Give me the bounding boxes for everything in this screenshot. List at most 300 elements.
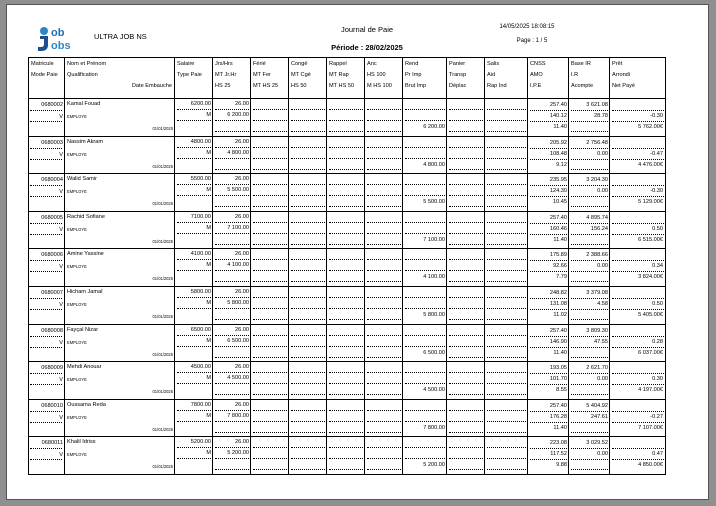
- dotted-separator: [571, 121, 608, 122]
- dotted-separator: [487, 270, 526, 271]
- dotted-separator: [329, 432, 363, 433]
- employee-name: Mehdi Anouar: [67, 364, 102, 371]
- dotted-separator: [571, 159, 608, 160]
- dotted-separator: [253, 447, 287, 448]
- dotted-separator: [253, 394, 287, 395]
- jours-heures: 26.00: [235, 401, 249, 408]
- dotted-separator: [177, 195, 211, 196]
- dotted-separator: [449, 308, 483, 309]
- dotted-separator: [367, 206, 401, 207]
- type-paie: M: [206, 262, 211, 269]
- hire-date: 01/01/2025: [152, 238, 173, 244]
- dotted-separator: [487, 169, 526, 170]
- column-header-label: I.P.E: [530, 82, 542, 89]
- dotted-separator: [329, 169, 363, 170]
- dotted-separator: [405, 233, 445, 234]
- dotted-separator: [177, 158, 211, 159]
- dotted-separator: [291, 432, 325, 433]
- montant-jours: 6 200.00: [227, 112, 249, 118]
- dotted-separator: [177, 222, 211, 223]
- montant-jours: 7 100.00: [227, 224, 249, 231]
- dotted-separator: [215, 120, 249, 121]
- company-name: ULTRA JOB NS: [94, 32, 147, 41]
- dotted-separator: [30, 185, 62, 186]
- column-header-0: [28, 57, 65, 99]
- dotted-separator: [571, 131, 608, 132]
- column-header-label: Prêt: [612, 61, 623, 67]
- dotted-separator: [367, 109, 401, 110]
- dotted-separator: [367, 259, 401, 260]
- table-row: [28, 137, 666, 175]
- dotted-separator: [487, 222, 526, 223]
- column-header-label: Salis: [487, 61, 500, 67]
- dotted-separator: [215, 383, 249, 384]
- dotted-separator: [30, 373, 62, 374]
- dotted-separator: [367, 297, 401, 298]
- dotted-separator: [291, 469, 325, 470]
- dotted-separator: [329, 158, 363, 159]
- column-header-label: Qualification: [67, 71, 98, 78]
- column-header-label: Anc: [367, 61, 377, 67]
- mode-paie: V: [59, 452, 63, 459]
- dotted-separator: [30, 223, 62, 224]
- dotted-separator: [530, 298, 567, 299]
- matricule: 0680005: [41, 214, 63, 221]
- dotted-separator: [487, 244, 526, 245]
- dotted-separator: [215, 195, 249, 196]
- net-paye: 4 850.00€: [638, 462, 663, 469]
- brut-imposable: 4 800.00: [423, 161, 445, 168]
- table-cell: [403, 212, 447, 249]
- column-header-label: Mode Paie: [31, 71, 58, 78]
- dotted-separator: [215, 335, 249, 336]
- ipe: 11.40: [553, 124, 567, 130]
- table-cell: [403, 437, 447, 474]
- dotted-separator: [177, 109, 211, 110]
- dotted-separator: [253, 222, 287, 223]
- column-header-label: M HS 100: [367, 82, 392, 89]
- qualification: EMPLOYE: [67, 302, 87, 307]
- dotted-separator: [367, 319, 401, 320]
- dotted-separator: [253, 297, 287, 298]
- base-ir: 2 388.66: [586, 252, 608, 259]
- salaire: 4100.00: [190, 251, 211, 258]
- hire-date: 01/01/2025: [152, 314, 173, 319]
- dotted-separator: [329, 233, 363, 234]
- dotted-separator: [449, 259, 483, 260]
- dotted-separator: [571, 234, 608, 235]
- dotted-separator: [329, 383, 363, 384]
- column-header-label: Type Paie: [177, 71, 202, 78]
- salaire: 5500.00: [190, 176, 211, 183]
- dotted-separator: [487, 297, 526, 298]
- jours-heures: 26.00: [235, 138, 249, 145]
- dotted-separator: [215, 357, 249, 358]
- dotted-separator: [215, 319, 249, 320]
- dotted-separator: [291, 308, 325, 309]
- dotted-separator: [530, 260, 567, 261]
- dotted-separator: [291, 131, 325, 132]
- net-paye: 5 129.00€: [638, 199, 663, 206]
- qualification: EMPLOYE: [67, 339, 87, 345]
- qualification: EMPLOYE: [67, 377, 87, 383]
- mode-paie: V: [59, 189, 63, 196]
- column-header-label: AMO: [530, 71, 543, 78]
- dotted-separator: [215, 184, 249, 185]
- dotted-separator: [571, 448, 608, 449]
- qualification: EMPLOYE: [67, 151, 87, 157]
- dotted-separator: [291, 147, 325, 148]
- dotted-separator: [30, 148, 62, 149]
- dotted-separator: [177, 447, 211, 448]
- dotted-separator: [571, 384, 608, 385]
- table-row: [28, 287, 666, 325]
- dotted-separator: [571, 394, 608, 395]
- dotted-separator: [405, 410, 445, 411]
- table-cell: [403, 174, 447, 211]
- dotted-separator: [177, 297, 211, 298]
- svg-text:ob: ob: [51, 27, 65, 39]
- jours-heures: 26.00: [235, 101, 249, 107]
- qualification: EMPLOYE: [67, 452, 87, 458]
- dotted-separator: [329, 308, 363, 309]
- dotted-separator: [487, 147, 526, 148]
- mode-paie: V: [59, 264, 63, 271]
- dotted-separator: [30, 121, 62, 122]
- dotted-separator: [291, 421, 325, 422]
- dotted-separator: [253, 410, 287, 411]
- employee-name: Amine Yassine: [67, 251, 104, 258]
- dotted-separator: [253, 147, 287, 148]
- dotted-separator: [487, 281, 526, 282]
- qualification: EMPLOYE: [67, 226, 87, 232]
- dotted-separator: [329, 270, 363, 271]
- dotted-separator: [30, 411, 62, 412]
- dotted-separator: [253, 158, 287, 159]
- base-ir: 2 621.70: [586, 365, 608, 372]
- dotted-separator: [367, 147, 401, 148]
- table-cell: [403, 287, 447, 324]
- dotted-separator: [215, 421, 249, 422]
- dotted-separator: [215, 270, 249, 271]
- column-header-label: MT Cgé: [291, 71, 311, 78]
- type-paie: M: [206, 375, 211, 382]
- amo: 101.70: [549, 376, 567, 383]
- table-row: [28, 99, 666, 137]
- dotted-separator: [291, 206, 325, 207]
- column-header-2: [175, 57, 213, 99]
- dotted-separator: [449, 131, 483, 132]
- cnss: 235.95: [549, 177, 567, 184]
- dotted-separator: [177, 270, 211, 271]
- dotted-separator: [405, 270, 445, 271]
- dotted-separator: [530, 336, 567, 337]
- dotted-separator: [253, 270, 287, 271]
- dotted-separator: [291, 233, 325, 234]
- base-ir: 3 379.08: [586, 290, 608, 296]
- matricule: 0680008: [41, 327, 63, 334]
- brut-imposable: 4 500.00: [423, 387, 445, 394]
- cnss: 257.40: [549, 402, 567, 409]
- column-header-1: [65, 57, 175, 99]
- dotted-separator: [571, 459, 608, 460]
- employee-name: Kamal Fouad: [67, 101, 101, 107]
- column-header-label: MT Rap: [329, 71, 349, 78]
- impot-revenu: 0.00: [597, 188, 608, 195]
- dotted-separator: [215, 222, 249, 223]
- column-header-label: HS 100: [367, 71, 386, 78]
- dotted-separator: [449, 357, 483, 358]
- amo: 146.90: [549, 338, 567, 345]
- dotted-separator: [487, 447, 526, 448]
- dotted-separator: [571, 298, 608, 299]
- mode-paie: V: [59, 151, 63, 158]
- dotted-separator: [291, 458, 325, 459]
- column-header-label: MT Jr.Hr: [215, 71, 237, 78]
- dotted-separator: [253, 184, 287, 185]
- dotted-separator: [405, 308, 445, 309]
- dotted-separator: [215, 432, 249, 433]
- dotted-separator: [612, 347, 664, 348]
- report-page: [6, 4, 709, 500]
- dotted-separator: [253, 195, 287, 196]
- montant-jours: 4 100.00: [227, 262, 249, 269]
- dotted-separator: [215, 346, 249, 347]
- dotted-separator: [612, 411, 664, 412]
- base-ir: 3 809.30: [586, 327, 608, 334]
- dotted-separator: [30, 260, 62, 261]
- dotted-separator: [329, 469, 363, 470]
- dotted-separator: [530, 411, 567, 412]
- impot-revenu: 0.00: [597, 150, 608, 157]
- dotted-separator: [612, 185, 664, 186]
- column-header-label: Rap Ind: [487, 82, 507, 89]
- dotted-separator: [612, 121, 664, 122]
- hire-date: 01/01/2025: [152, 276, 173, 282]
- dotted-separator: [253, 233, 287, 234]
- salaire: 6500.00: [190, 326, 211, 333]
- type-paie: M: [206, 300, 211, 306]
- salaire: 7100.00: [190, 213, 211, 220]
- column-header-7: [365, 57, 403, 99]
- type-paie: M: [206, 337, 211, 344]
- dotted-separator: [487, 372, 526, 373]
- dotted-separator: [449, 109, 483, 110]
- dotted-separator: [177, 421, 211, 422]
- dotted-separator: [449, 383, 483, 384]
- dotted-separator: [329, 206, 363, 207]
- dotted-separator: [571, 432, 608, 433]
- impot-revenu: 4.58: [597, 301, 608, 307]
- dotted-separator: [405, 458, 445, 459]
- dotted-separator: [449, 233, 483, 234]
- dotted-separator: [449, 346, 483, 347]
- dotted-separator: [449, 432, 483, 433]
- hire-date: 01/01/2025: [152, 389, 173, 395]
- dotted-separator: [215, 410, 249, 411]
- dotted-separator: [487, 319, 526, 320]
- dotted-separator: [530, 309, 567, 310]
- dotted-separator: [329, 297, 363, 298]
- column-header-label: CNSS: [530, 61, 546, 67]
- dotted-separator: [291, 259, 325, 260]
- dotted-separator: [487, 184, 526, 185]
- dotted-separator: [329, 447, 363, 448]
- dotted-separator: [449, 147, 483, 148]
- net-paye: 6 515.00€: [638, 236, 663, 243]
- dotted-separator: [253, 469, 287, 470]
- amo: 108.48: [549, 150, 567, 157]
- salaire: 4500.00: [190, 364, 211, 371]
- matricule: 0680004: [41, 177, 63, 184]
- arrondi: 0.50: [652, 225, 663, 232]
- dotted-separator: [449, 458, 483, 459]
- mode-paie: V: [59, 339, 63, 346]
- arrondi: 0.28: [652, 338, 663, 345]
- type-paie: M: [206, 112, 211, 118]
- net-paye: 4 476.00€: [638, 161, 663, 168]
- dotted-separator: [177, 120, 211, 121]
- dotted-separator: [30, 309, 62, 310]
- dotted-separator: [253, 308, 287, 309]
- dotted-separator: [367, 410, 401, 411]
- amo: 117.52: [550, 451, 567, 458]
- dotted-separator: [30, 336, 62, 337]
- dotted-separator: [367, 270, 401, 271]
- dotted-separator: [291, 319, 325, 320]
- dotted-separator: [329, 259, 363, 260]
- employee-name: Fayçal Nizar: [67, 326, 99, 333]
- hire-date: 01/01/2025: [152, 464, 173, 470]
- dotted-separator: [253, 319, 287, 320]
- matricule: 0680006: [41, 252, 63, 259]
- dotted-separator: [571, 244, 608, 245]
- dotted-separator: [367, 233, 401, 234]
- qualification: EMPLOYE: [67, 414, 87, 420]
- cnss: 205.92: [549, 139, 567, 146]
- column-header-label: Date Embauche: [131, 82, 172, 89]
- dotted-separator: [253, 421, 287, 422]
- type-paie: M: [206, 412, 211, 419]
- dotted-separator: [253, 372, 287, 373]
- dotted-separator: [329, 458, 363, 459]
- dotted-separator: [253, 335, 287, 336]
- dotted-separator: [487, 120, 526, 121]
- dotted-separator: [291, 447, 325, 448]
- dotted-separator: [612, 298, 664, 299]
- dotted-separator: [449, 297, 483, 298]
- table-cell: [403, 99, 447, 136]
- column-header-10: [485, 57, 528, 99]
- matricule: 0680007: [41, 290, 63, 296]
- dotted-separator: [405, 259, 445, 260]
- column-header-13: [610, 57, 666, 99]
- dotted-separator: [487, 410, 526, 411]
- column-header-6: [327, 57, 365, 99]
- dotted-separator: [291, 410, 325, 411]
- mode-paie: V: [59, 414, 63, 421]
- dotted-separator: [612, 271, 664, 272]
- dotted-separator: [253, 206, 287, 207]
- matricule: 0680010: [41, 402, 63, 409]
- dotted-separator: [405, 120, 445, 121]
- impot-revenu: 28.78: [594, 113, 608, 119]
- dotted-separator: [291, 372, 325, 373]
- dotted-separator: [215, 147, 249, 148]
- dotted-separator: [487, 383, 526, 384]
- dotted-separator: [215, 458, 249, 459]
- dotted-separator: [405, 109, 445, 110]
- brut-imposable: 6 200.00: [423, 124, 445, 130]
- dotted-separator: [253, 357, 287, 358]
- dotted-separator: [612, 159, 664, 160]
- dotted-separator: [571, 271, 608, 272]
- dotted-separator: [291, 394, 325, 395]
- dotted-separator: [571, 309, 608, 310]
- cnss: 257.40: [549, 327, 567, 334]
- dotted-separator: [329, 319, 363, 320]
- dotted-separator: [449, 394, 483, 395]
- column-header-label: Net Payé: [612, 82, 636, 89]
- dotted-separator: [449, 469, 483, 470]
- salaire: 6200.00: [190, 101, 211, 107]
- column-header-label: Nom et Prénom: [67, 61, 107, 67]
- dotted-separator: [612, 384, 664, 385]
- dotted-separator: [612, 336, 664, 337]
- column-header-label: Déplac: [449, 82, 467, 89]
- dotted-separator: [291, 120, 325, 121]
- employee-name: Walid Samir: [67, 176, 97, 183]
- ipe: 11.40: [553, 349, 567, 356]
- dotted-separator: [30, 384, 62, 385]
- dotted-separator: [30, 448, 62, 449]
- column-header-label: MT Fer: [253, 71, 271, 78]
- dotted-separator: [405, 222, 445, 223]
- brut-imposable: 5 200.00: [423, 462, 445, 469]
- jours-heures: 26.00: [235, 289, 249, 295]
- dotted-separator: [612, 223, 664, 224]
- ipe: 8.55: [556, 387, 567, 394]
- dotted-separator: [405, 383, 445, 384]
- dotted-separator: [367, 335, 401, 336]
- dotted-separator: [329, 184, 363, 185]
- table-cell: [403, 137, 447, 174]
- impot-revenu: 0.00: [597, 451, 608, 458]
- cnss: 257.40: [549, 214, 567, 221]
- dotted-separator: [571, 185, 608, 186]
- dotted-separator: [215, 233, 249, 234]
- montant-jours: 5 500.00: [227, 187, 249, 194]
- jours-heures: 26.00: [235, 213, 249, 220]
- arrondi: 0.50: [652, 301, 663, 307]
- arrondi: 0.47: [652, 451, 663, 458]
- dotted-separator: [177, 372, 211, 373]
- dotted-separator: [612, 234, 664, 235]
- dotted-separator: [215, 158, 249, 159]
- dotted-separator: [30, 347, 62, 348]
- dotted-separator: [253, 383, 287, 384]
- arrondi: 0.30: [652, 376, 663, 383]
- mode-paie: V: [59, 226, 63, 233]
- dotted-separator: [253, 244, 287, 245]
- dotted-separator: [405, 346, 445, 347]
- column-header-label: Rappel: [329, 61, 347, 67]
- column-header-label: Base IR: [571, 61, 591, 67]
- dotted-separator: [329, 244, 363, 245]
- dotted-separator: [329, 346, 363, 347]
- salaire: 5800.00: [190, 289, 211, 295]
- dotted-separator: [329, 195, 363, 196]
